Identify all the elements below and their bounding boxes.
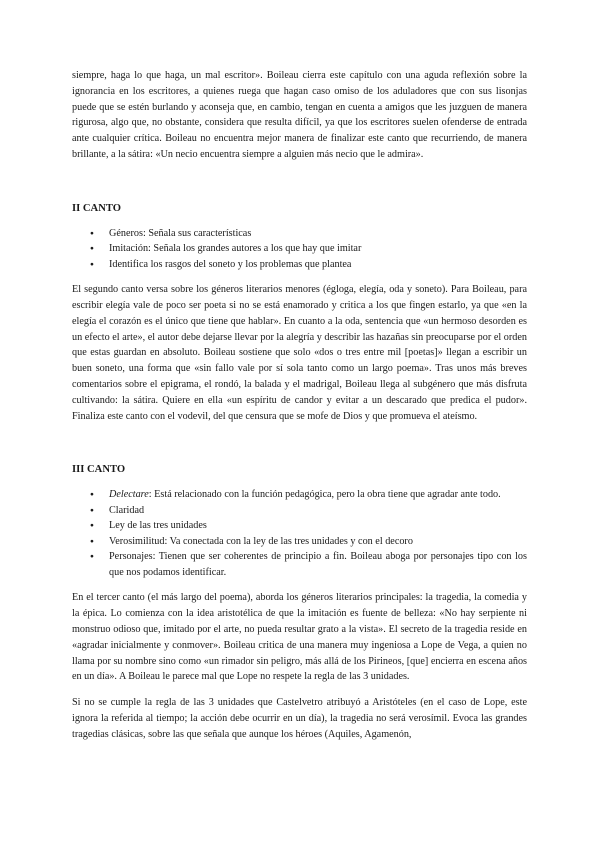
canto-2-list	[72, 226, 527, 273]
canto-3-list	[72, 487, 527, 580]
list-item: ● Identifica los rasgos del soneto y los problemas que plantea	[72, 257, 527, 273]
list-item: ● Verosimilitud: Va conectada con la ley de las tres unidades y con el decoro	[72, 534, 527, 550]
paragraph-canto1-end: siempre, haga lo que haga, un mal escritor». Boileau cierra este capítulo con una aguda reflexión sobre la ignorancia en los escritores, a quienes ruega que hagan caso omiso de los aduladores que con sus lisonjas puede que se estén burlando y aconseja que, en cambio, tengan en cuenta a amigos que les juzguen de manera rigurosa, algo que, no obstante, considera que resulta difícil, ya que los escritores suelen ofenderse de entrada ante cualquier crítica. Boileau no encuentra mejor manera de finalizar este canto que recurriendo, de manera brillante, a la sátira: «Un necio encuentra siempre a alguien más necio que le admira».	[72, 70, 527, 160]
paragraph-unidades: Si no se cumple la regla de las 3 unidades que Castelvetro atribuyó a Aristóteles (en el caso de Lope, este ignora la referida al tiempo; la acción debe ocurrir en un día), la tragedia no será verosímil. Evoca las grandes tragedias clásicas, sobre las que señala que aunque los héroes (Aquiles, Agamenón,	[72, 697, 527, 740]
heading-canto-2: II CANTO	[72, 202, 121, 214]
list-item	[72, 487, 527, 503]
delectare-term: Delectare	[109, 489, 149, 501]
delectare-text: : Está relacionado con la función pedagógica, pero la obra tiene que agradar ante todo.	[148, 489, 501, 501]
paragraph-canto3: En el tercer canto (el más largo del poema), aborda los géneros literarios principales: la tragedia, la comedia y la épica. Lo comienza con la idea aristotélica de que la imitación es fuente de belleza: «No hay serpiente ni monstruo odioso que, imitado por el arte, no pueda resultar grato a la vista». El secreto de la tragedia reside en «agradar inicialmente y conmover». Boileau critica de una manera muy ingeniosa a Lope de Vega, a quien no llama por su nombre sino como «un rimador sin peligro, más allá de los Pirineos, [que] encierra en escena años en un día». A Boileau le parece mal que Lope no respete la regla de las 3 unidades.	[72, 592, 527, 683]
list-item: ● Géneros: Señala sus características	[72, 226, 527, 242]
list-item: ● Ley de las tres unidades	[72, 518, 527, 534]
heading-canto-3: III CANTO	[72, 464, 126, 476]
page-content	[72, 68, 527, 743]
list-item: ● Imitación: Señala los grandes autores a los que hay que imitar	[72, 241, 527, 257]
paragraph-canto2: El segundo canto versa sobre los géneros literarios menores (égloga, elegía, oda y soneto). Para Boileau, para escribir elegía vale de poco ser poeta si no se está enamorado y critica a los que fingen estarlo, ya que «en la elegía el corazón es el único que tiene que hablar». En cuanto a la oda, sentencia que «un hermoso desorden es un efecto el arte», el autor debe dejarse llevar por la alegría y describir las hazañas sin preocuparse por el orden que estas guardan en absoluto. Boileau sostiene que solo «dos o tres entre mil [poetas]» llegan a escribir un buen soneto, una forma que «sin fallo vale por sí sola tanto como un largo poema». Tras unos más breves comentarios sobre el epigrama, el rondó, la balada y el madrigal, Boileau llega al subgénero que más disfruta cultivando: la sátira. Quiere en ella «un espíritu de candor y evitar a un descarado que predica el pudor». Finaliza este canto con el vodevil, del que censura que se mofe de Dios y que promueva el ateísmo.	[72, 284, 527, 422]
list-item: ● Claridad	[72, 503, 527, 519]
list-item: ● Personajes: Tienen que ser coherentes de principio a fin. Boileau aboga por personajes tipo con los que nos podamos identificar.	[72, 549, 527, 580]
